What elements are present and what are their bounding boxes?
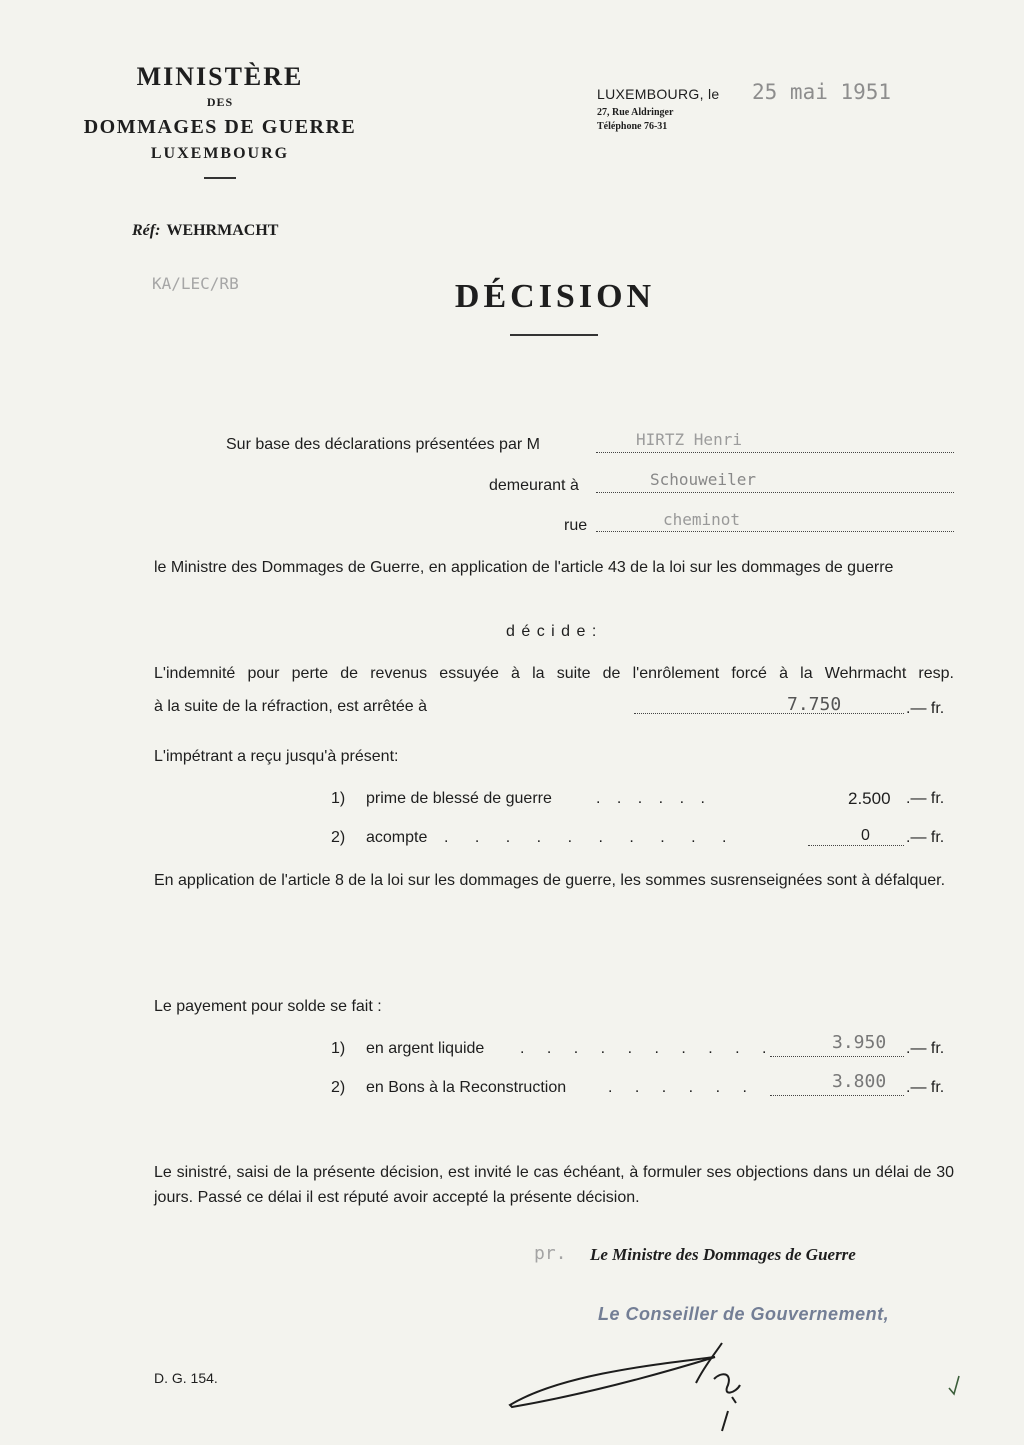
- ministry-line3: DOMMAGES DE GUERRE: [83, 116, 357, 138]
- application-text: le Ministre des Dommages de Guerre, en application de l'article 43 de la loi sur les dommages de guerre: [154, 559, 894, 576]
- street-label: rue: [564, 517, 588, 534]
- payment-item-suffix: .— fr.: [906, 1040, 945, 1057]
- payment-item-amount: 3.950: [832, 1032, 887, 1053]
- objection-text: Le sinistré, saisi de la présente décision, est invité le cas échéant, à formuler ses objections dans un délai de 30 jours. Passé ce délai il est réputé avoir accepté la présente décision.: [154, 1164, 954, 1206]
- street-value: cheminot: [663, 510, 741, 529]
- claimant-name-line: [596, 452, 954, 453]
- payment-item-leader: . . . . . . . . . .: [520, 1040, 776, 1057]
- received-item-amount: 2.500: [848, 789, 891, 808]
- payment-item-leader: . . . . . .: [608, 1079, 756, 1096]
- payment-item-number: 2): [331, 1079, 346, 1096]
- payment-item-label: en Bons à la Reconstruction: [366, 1079, 567, 1096]
- ministry-letterhead: [40, 62, 400, 179]
- claimant-intro: Sur base des déclarations présentées par M: [226, 436, 540, 453]
- received-item-amount: 0: [861, 827, 870, 844]
- payment-item-amount-line: [770, 1056, 904, 1057]
- payment-text: Le payement pour solde se fait :: [154, 998, 382, 1015]
- check-mark-icon: [945, 1372, 965, 1398]
- reference: [132, 222, 278, 240]
- street-line: [596, 531, 954, 532]
- payment-item-number: 1): [331, 1040, 346, 1057]
- reference-label: Réf:: [132, 222, 161, 239]
- indemnity-text-line1: L'indemnité pour perte de revenus essuyée à la suite de l'enrôlement forcé à la Wehrmacht resp.: [154, 665, 954, 682]
- handwritten-signature: [500, 1335, 760, 1435]
- residence-value: Schouweiler: [650, 470, 756, 489]
- received-item-amount-line: [808, 845, 904, 846]
- article8-text: En application de l'article 8 de la loi sur les dommages de guerre, les sommes susrenseignées sont à défalquer.: [154, 872, 946, 889]
- ministry-line1: MINISTÈRE: [136, 62, 304, 91]
- indemnity-suffix: .— fr.: [906, 700, 945, 717]
- address-phone: Téléphone 76-31: [597, 121, 668, 132]
- received-item-suffix: .— fr.: [906, 790, 945, 807]
- decides-heading: d é c i d e :: [506, 623, 598, 640]
- address-street: 27, Rue Aldringer: [597, 107, 674, 118]
- received-item-label: acompte: [366, 829, 428, 846]
- payment-item-suffix: .— fr.: [906, 1079, 945, 1096]
- payment-item-amount-line: [770, 1095, 904, 1096]
- form-code: D. G. 154.: [154, 1370, 218, 1386]
- reference-value: WEHRMACHT: [166, 222, 279, 239]
- received-item-label: prime de blessé de guerre: [366, 790, 552, 807]
- ministry-line2: DES: [206, 95, 234, 109]
- title-underline: [510, 334, 598, 336]
- indemnity-text-line2: à la suite de la réfraction, est arrêtée à: [154, 698, 428, 715]
- received-item-number: 1): [331, 790, 346, 807]
- document-title: DÉCISION: [454, 278, 656, 315]
- residence-label: demeurant à: [489, 477, 579, 494]
- document-date: 25 mai 1951: [752, 80, 892, 104]
- payment-item-amount: 3.800: [832, 1071, 887, 1092]
- place-label: LUXEMBOURG, le: [597, 86, 720, 102]
- residence-line: [596, 492, 954, 493]
- received-text: L'impétrant a reçu jusqu'à présent:: [154, 748, 399, 765]
- pr-mark: pr.: [534, 1243, 567, 1264]
- received-item-number: 2): [331, 829, 346, 846]
- ministry-address: [597, 106, 673, 134]
- received-item-leader: . . . . . .: [596, 790, 711, 807]
- government-councillor-stamp: Le Conseiller de Gouvernement,: [598, 1304, 890, 1324]
- indemnity-amount-line: [634, 713, 904, 714]
- file-code: KA/LEC/RB: [152, 274, 239, 293]
- signer-title: Le Ministre des Dommages de Guerre: [590, 1245, 856, 1264]
- indemnity-amount: 7.750: [787, 694, 842, 715]
- claimant-name: HIRTZ Henri: [636, 430, 742, 449]
- received-item-leader: . . . . . . . . . .: [444, 829, 738, 846]
- letterhead-divider: [204, 177, 236, 179]
- received-item-suffix: .— fr.: [906, 829, 945, 846]
- ministry-line4: LUXEMBOURG: [150, 145, 290, 162]
- payment-item-label: en argent liquide: [366, 1040, 485, 1057]
